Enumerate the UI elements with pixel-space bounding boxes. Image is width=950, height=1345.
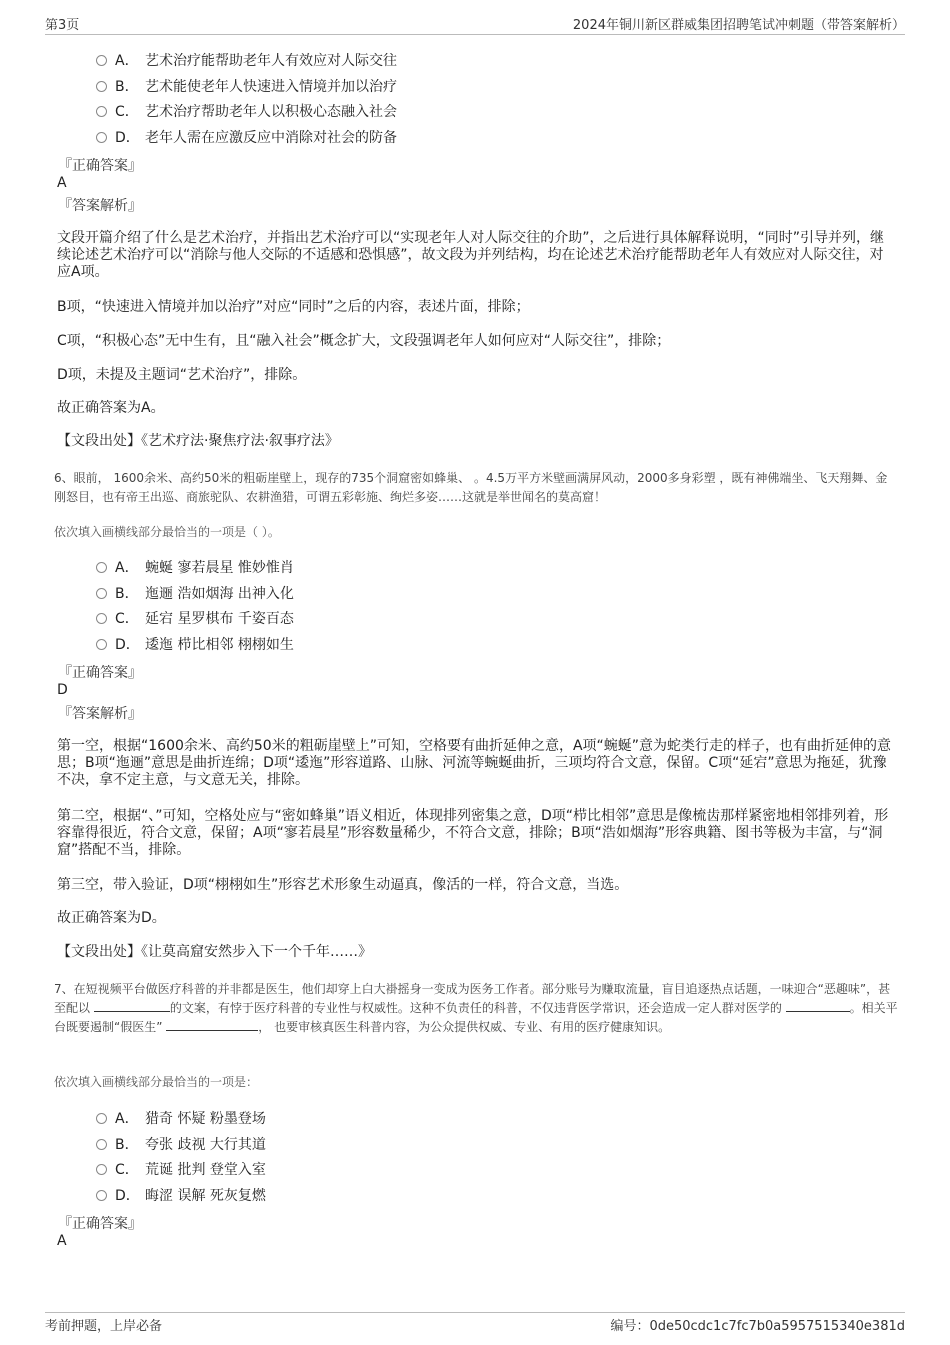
correct-answer: D [57, 682, 68, 698]
question-stem: 7、在短视频平台做医疗科普的并非都是医生，他们却穿上白大褂摇身一变成为医务工作者。部分账号为赚取流量，盲目追逐热点话题，一味迎合“恶趣味”，甚至配以 的文案，有悖于医疗科普的专业性与权威性。这种不负责任的科普，不仅违背医学常识，还会造成一定人群对医学的 。相关平台既要遏制“假医生” ， 也要审核真医生科普内容，为公众提供权威、专业、有用的医疗健康知识。 [54, 982, 898, 1034]
fill-blank-1 [94, 999, 170, 1012]
analysis-paragraph: 文段开篇介绍了什么是艺术治疗，并指出艺术治疗可以“实现老年人对人际交往的介助”，之后进行具体解释说明，“同时”引导并列，继续论述艺术治疗可以“消除与他人交际的不适感和恐惧感”，故文段为并列结构，均在论述艺术治疗能帮助老年人有效应对人际交往，对应A项。 [57, 230, 885, 280]
fill-blank-2 [786, 999, 850, 1012]
radio-icon[interactable] [96, 55, 107, 66]
analysis-paragraph: B项，“快速进入情境并加以治疗”对应“同时”之后的内容，表述片面，排除； [57, 299, 530, 315]
correct-answer-label: 『正确答案』 [58, 158, 142, 174]
radio-icon[interactable] [96, 132, 107, 143]
page-header [45, 14, 905, 35]
q5-option-b[interactable]: B． 艺术能使老年人快速进入情境并加以治疗 [96, 76, 397, 98]
question-prompt: 依次填入画横线部分最恰当的一项是（ ）。 [54, 525, 280, 539]
q7-option-c[interactable]: C． 荒诞 批判 登堂入室 [96, 1159, 266, 1181]
radio-icon[interactable] [96, 1139, 107, 1150]
radio-icon[interactable] [96, 81, 107, 92]
q6-option-c[interactable]: C． 延宕 星罗棋布 千姿百态 [96, 608, 294, 630]
q6-option-d[interactable]: D． 逶迤 栉比相邻 栩栩如生 [96, 634, 294, 656]
radio-icon[interactable] [96, 613, 107, 624]
radio-icon[interactable] [96, 106, 107, 117]
q5-option-a[interactable]: A． 艺术治疗能帮助老年人有效应对人际交往 [96, 50, 397, 72]
radio-icon[interactable] [96, 588, 107, 599]
footer-slogan: 考前押题，上岸必备 [45, 1319, 163, 1334]
question-stem: 6、眼前， 1600余米、高约50米的粗砺崖壁上，现存的735个洞窟密如蜂巢、 。4.5万平方米壁画满屏风动，2000多身彩塑 ，既有神佛端坐、飞天翔舞、金刚怒目，也有帝王出巡、商旅驼队、农耕渔猎，可谓五彩彰施、绚烂多姿……这就是举世闻名的莫高窟！ [54, 471, 888, 504]
question-prompt: 依次填入画横线部分最恰当的一项是： [54, 1075, 259, 1089]
correct-answer: A [57, 1233, 67, 1249]
document-title: 2024年铜川新区群威集团招聘笔试冲刺题（带答案解析） [572, 18, 905, 33]
analysis-paragraph: 第三空，带入验证，D项“栩栩如生”形容艺术形象生动逼真，像活的一样，符合文意，当选。 [57, 877, 629, 893]
page-number: 第3页 [45, 18, 80, 33]
analysis-conclusion: 故正确答案为A。 [57, 400, 165, 416]
radio-icon[interactable] [96, 1190, 107, 1201]
analysis-paragraph: 第二空，根据“、”可知，空格处应与“密如蜂巢”语义相近，体现排列密集之意，D项“栉比相邻”意思是像梳齿那样紧密地相邻排列着，形容靠得很近，符合文意，保留；A项“寥若晨星”形容数量稀少，不符合文意，排除；B项“浩如烟海”形容典籍、图书等极为丰富，与“洞窟”搭配不当，排除。 [57, 808, 889, 858]
q7-option-a[interactable]: A． 猎奇 怀疑 粉墨登场 [96, 1108, 266, 1130]
correct-answer: A [57, 175, 67, 191]
source-citation: 【文段出处】《艺术疗法·聚焦疗法·叙事疗法》 [57, 433, 339, 449]
document-id: 编号：0de50cdc1c7fc7b0a5957515340e381d [610, 1319, 905, 1334]
q6-option-b[interactable]: B． 迤逦 浩如烟海 出神入化 [96, 583, 294, 605]
radio-icon[interactable] [96, 639, 107, 650]
fill-blank-3 [166, 1018, 258, 1031]
radio-icon[interactable] [96, 1113, 107, 1124]
source-citation: 【文段出处】《让莫高窟安然步入下一个千年……》 [57, 944, 372, 960]
q7-option-d[interactable]: D． 晦涩 误解 死灰复燃 [96, 1185, 266, 1207]
analysis-paragraph: 第一空，根据“1600余米、高约50米的粗砺崖壁上”可知，空格要有曲折延伸之意，A项“蜿蜒”意为蛇类行走的样子，也有曲折延伸的意思；B项“迤逦”意思是曲折连绵；D项“逶迤”形容道路、山脉、河流等蜿蜒曲折，三项均符合文意，保留。C项“延宕”意思为拖延，犹豫不决，拿不定主意，与文意无关，排除。 [57, 738, 892, 788]
analysis-paragraph: D项，未提及主题词“艺术治疗”，排除。 [57, 367, 307, 383]
q5-option-c[interactable]: C． 艺术治疗帮助老年人以积极心态融入社会 [96, 101, 397, 123]
analysis-label: 『答案解析』 [58, 198, 142, 214]
correct-answer-label: 『正确答案』 [58, 1216, 142, 1232]
correct-answer-label: 『正确答案』 [58, 665, 142, 681]
page-footer [45, 1312, 905, 1335]
analysis-label: 『答案解析』 [58, 706, 142, 722]
q7-option-b[interactable]: B． 夸张 歧视 大行其道 [96, 1134, 266, 1156]
radio-icon[interactable] [96, 1164, 107, 1175]
q6-option-a[interactable]: A． 蜿蜒 寥若晨星 惟妙惟肖 [96, 557, 294, 579]
analysis-paragraph: C项，“积极心态”无中生有，且“融入社会”概念扩大，文段强调老年人如何应对“人际交往”，排除； [57, 333, 671, 349]
analysis-conclusion: 故正确答案为D。 [57, 910, 166, 926]
q5-option-d[interactable]: D． 老年人需在应激反应中消除对社会的防备 [96, 127, 397, 149]
radio-icon[interactable] [96, 562, 107, 573]
